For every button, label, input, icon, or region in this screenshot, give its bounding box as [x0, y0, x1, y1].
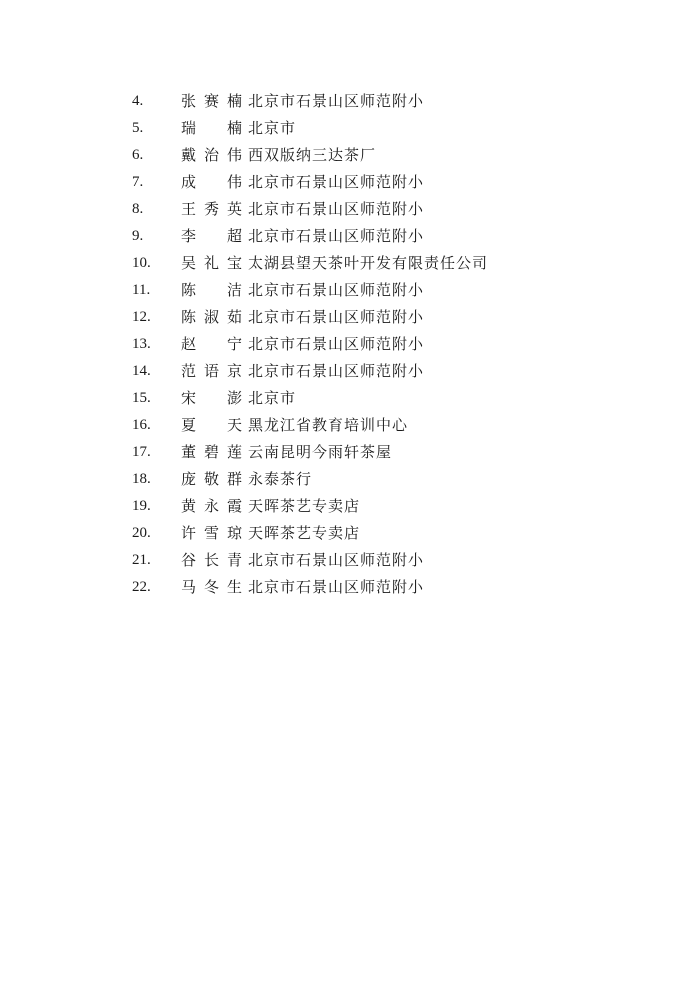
entry-number: 18.: [132, 471, 151, 487]
entry-name: 夏 天: [181, 416, 243, 434]
entry-number: 7.: [132, 174, 144, 190]
entry-organization: 北京市石景山区师范附小: [248, 173, 425, 191]
entry-number: 11.: [132, 282, 151, 298]
list-item: [132, 277, 612, 304]
entry-number: 5.: [132, 120, 144, 136]
entry-name: 李 超: [181, 227, 243, 245]
entry-organization: 永泰茶行: [248, 470, 313, 488]
list-item: [132, 493, 612, 520]
entry-organization: 北京市石景山区师范附小: [248, 335, 425, 353]
entry-organization: 云南昆明今雨轩茶屋: [248, 443, 393, 461]
entry-number: 22.: [132, 579, 151, 595]
entry-organization: 北京市石景山区师范附小: [248, 200, 425, 218]
entry-number: 8.: [132, 201, 144, 217]
list-item: [132, 520, 612, 547]
entry-name: 范语京: [181, 362, 243, 380]
entry-number: 12.: [132, 309, 151, 325]
list-item: [132, 466, 612, 493]
entry-number: 19.: [132, 498, 151, 514]
entry-name: 吴礼宝: [181, 254, 243, 272]
list-item: [132, 115, 612, 142]
entry-name: 戴治伟: [181, 146, 243, 164]
entry-name: 宋 澎: [181, 389, 243, 407]
list-item: [132, 196, 612, 223]
entry-number: 15.: [132, 390, 151, 406]
entry-number: 16.: [132, 417, 151, 433]
entry-name: 赵 宁: [181, 335, 243, 353]
list-item: [132, 250, 612, 277]
entry-number: 21.: [132, 552, 151, 568]
list-item: [132, 574, 612, 601]
entry-number: 10.: [132, 255, 151, 271]
entry-number: 20.: [132, 525, 151, 541]
entry-organization: 北京市石景山区师范附小: [248, 578, 425, 596]
list-item: [132, 547, 612, 574]
entry-organization: 天晖茶艺专卖店: [248, 524, 361, 542]
list-item: [132, 142, 612, 169]
entry-number: 17.: [132, 444, 151, 460]
entry-name: 陈淑茹: [181, 308, 243, 326]
entry-name: 马冬生: [181, 578, 243, 596]
entry-number: 9.: [132, 228, 144, 244]
list-item: [132, 331, 612, 358]
entry-name: 谷长青: [181, 551, 243, 569]
list-item: [132, 439, 612, 466]
list-item: [132, 223, 612, 250]
entry-number: 13.: [132, 336, 151, 352]
entry-number: 6.: [132, 147, 144, 163]
entry-organization: 北京市石景山区师范附小: [248, 227, 425, 245]
list-item: [132, 358, 612, 385]
list-item: [132, 412, 612, 439]
entry-name: 陈 洁: [181, 281, 243, 299]
entry-organization: 北京市石景山区师范附小: [248, 308, 425, 326]
entry-organization: 北京市石景山区师范附小: [248, 92, 425, 110]
entry-organization: 北京市石景山区师范附小: [248, 551, 425, 569]
list-item: [132, 385, 612, 412]
entry-organization: 太湖县望天茶叶开发有限责任公司: [248, 254, 489, 272]
entry-name: 瑞 楠: [181, 119, 243, 137]
entry-organization: 西双版纳三达茶厂: [248, 146, 377, 164]
entry-name: 黄永霞: [181, 497, 243, 515]
entry-name: 张赛楠: [181, 92, 243, 110]
list-item: [132, 304, 612, 331]
list-item: [132, 169, 612, 196]
list-item: [132, 88, 612, 115]
entry-name: 许雪琼: [181, 524, 243, 542]
entry-organization: 北京市: [248, 119, 297, 137]
entry-organization: 天晖茶艺专卖店: [248, 497, 361, 515]
entry-organization: 黑龙江省教育培训中心: [248, 416, 409, 434]
entry-name: 董碧莲: [181, 443, 243, 461]
entry-organization: 北京市: [248, 389, 297, 407]
entry-name: 庞敬群: [181, 470, 243, 488]
entry-name: 王秀英: [181, 200, 243, 218]
entry-organization: 北京市石景山区师范附小: [248, 281, 425, 299]
entry-number: 14.: [132, 363, 151, 379]
participant-list: [132, 88, 612, 601]
entry-number: 4.: [132, 93, 144, 109]
entry-name: 成 伟: [181, 173, 243, 191]
entry-organization: 北京市石景山区师范附小: [248, 362, 425, 380]
